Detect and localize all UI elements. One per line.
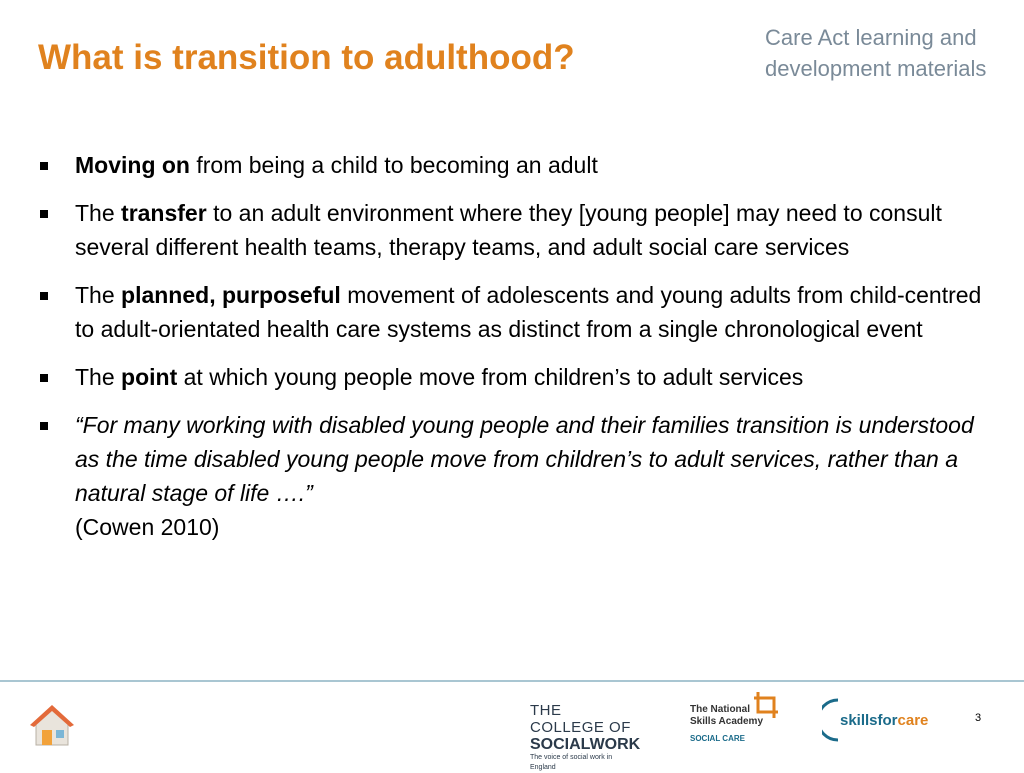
- quote-citation: (Cowen 2010): [75, 514, 220, 540]
- csw-line-1: THE COLLEGE OF: [530, 702, 631, 736]
- csw-line-2: SOCIALWORK: [530, 736, 641, 753]
- bullet-item: [38, 360, 993, 394]
- bullet-square-icon: [40, 292, 48, 300]
- brand-line-2: development materials: [765, 56, 987, 81]
- bullet-square-icon: [40, 422, 48, 430]
- skills-for-care-logo: [796, 690, 996, 750]
- quote-item: [38, 408, 993, 544]
- national-skills-academy-logo: [690, 690, 790, 750]
- bullet-text-bold: Moving on: [75, 152, 190, 178]
- bullet-text-pre: The: [75, 282, 122, 308]
- bullet-list: [38, 148, 993, 558]
- slide-title: What is transition to adulthood?: [38, 38, 575, 77]
- bullet-item: [38, 278, 993, 346]
- sfc-part-1: skillsfor: [840, 712, 898, 729]
- bullet-text-bold: transfer: [121, 200, 207, 226]
- bullet-text-pre: The: [75, 364, 122, 390]
- footer-divider: [0, 680, 1024, 682]
- nsa-line-1: The National: [690, 704, 751, 715]
- bullet-item: [38, 148, 993, 182]
- bullet-square-icon: [40, 210, 48, 218]
- college-of-social-work-logo: [530, 702, 641, 771]
- skills-for-care-arc-icon: [822, 698, 840, 742]
- csw-tagline: The voice of social work in England: [530, 754, 613, 771]
- brand-heading: [765, 22, 1015, 84]
- home-icon[interactable]: [28, 703, 76, 749]
- bullet-text-post: to an adult environment where they [young people] may need to consult several different health teams, therapy teams, and adult social care services: [75, 200, 942, 260]
- bullet-text-post: movement of adolescents and young adults from child-centred to adult-orientated health care systems as distinct from a single chronological event: [75, 282, 982, 342]
- bullet-square-icon: [40, 162, 48, 170]
- bullet-text-pre: The: [75, 200, 122, 226]
- brand-line-1: Care Act learning and: [765, 25, 977, 50]
- bullet-item: [38, 196, 993, 264]
- page-number: 3: [975, 712, 982, 724]
- nsa-name: [690, 704, 763, 728]
- bullet-text-post: from being a child to becoming an adult: [189, 152, 598, 178]
- quote-text: “For many working with disabled young people and their families transition is understood as the time disabled young people move from children’s to adult services, rather than a natural stage of life ….”: [75, 412, 974, 506]
- nsa-line-3: SOCIAL CARE: [690, 734, 745, 743]
- bullet-square-icon: [40, 374, 48, 382]
- sfc-part-2: care: [897, 712, 929, 729]
- nsa-line-2: Skills Academy: [690, 716, 764, 727]
- bullet-text-bold: point: [121, 364, 178, 390]
- bullet-text-bold: planned, purposeful: [121, 282, 341, 308]
- skills-for-care-wordmark: [840, 712, 928, 729]
- bullet-text-post: at which young people move from children’s to adult services: [177, 364, 804, 390]
